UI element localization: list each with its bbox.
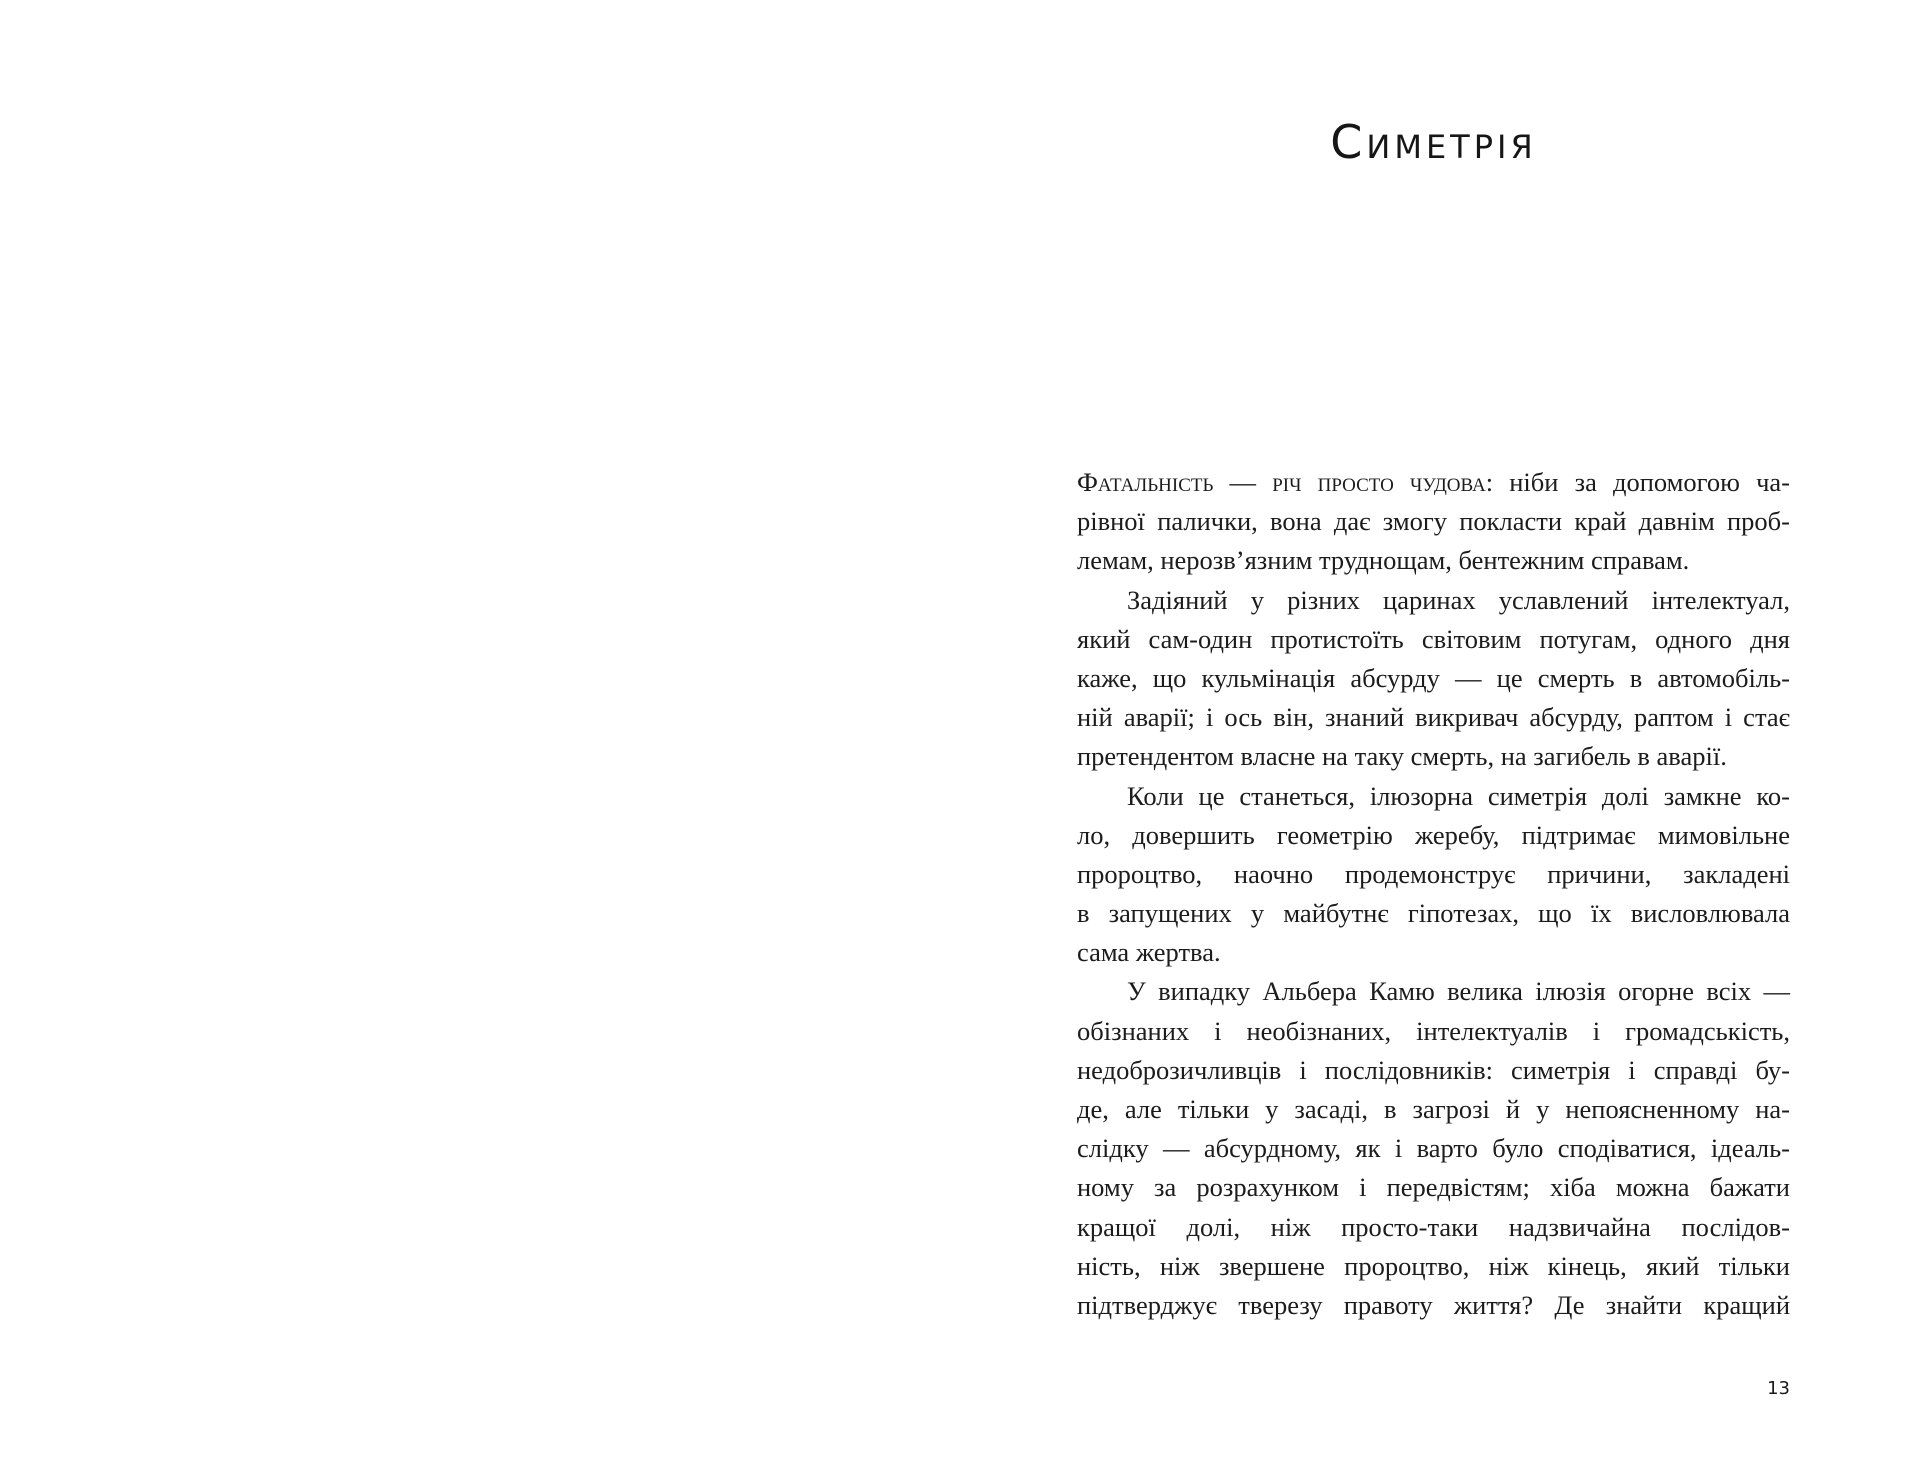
text-line: пророцтво, наочно продемонструє причини, закладені: [1077, 858, 1790, 889]
chapter-title: Симетрія: [1330, 115, 1537, 169]
text-line: в запущених у майбутнє гіпотезах, що їх висловлювала: [1077, 898, 1790, 929]
text-line: Фатальність — річ просто чудова: ніби за допомогою ча-: [1077, 467, 1790, 497]
text-line: лемам, нерозв’язним труднощам, бентежним справам.: [1077, 545, 1690, 576]
text-line: каже, що кульмінація абсурду — це смерть в автомобіль-: [1077, 662, 1790, 693]
text-line: який сам-один протистоїть світовим потугам, одного дня: [1077, 623, 1790, 654]
text-line: ність, ніж звершене пророцтво, ніж кінець, який тільки: [1077, 1250, 1790, 1281]
text-line: слідку — абсурдному, як і варто було сподіватися, ідеаль-: [1077, 1133, 1790, 1164]
text-line: кращої долі, ніж просто-таки надзвичайна послідов-: [1077, 1211, 1790, 1242]
text-line: У випадку Альбера Камю велика ілюзія огорне всіх —: [1127, 976, 1790, 1007]
text-line: Задіяний у різних царинах уславлений інтелектуал,: [1127, 584, 1790, 615]
text-line: сама жертва.: [1077, 937, 1221, 968]
text-line: де, але тільки у засаді, в загрозі й у непоясненному на-: [1077, 1094, 1790, 1124]
page-number: 13: [1767, 1378, 1790, 1399]
text-line: претендентом власне на таку смерть, на загибель в аварії.: [1077, 741, 1727, 772]
text-line: недоброзичливців і послідовників: симетрія і справді бу-: [1077, 1054, 1790, 1085]
text-line: ному за розрахунком і передвістям; хіба можна бажати: [1077, 1172, 1790, 1203]
text-line: Коли це станеться, ілюзорна симетрія долі замкне ко-: [1127, 780, 1790, 811]
opening-smallcaps: Фатальність — річ просто чудова: [1077, 467, 1486, 497]
text-line: ній аварії; і ось він, знаний викривач абсурду, раптом і стає: [1077, 702, 1790, 733]
body-text: [1077, 463, 1790, 1325]
text-line: рівної палички, вона дає змогу покласти край давнім проб-: [1077, 506, 1790, 537]
text-line: ло, довершить геометрію жеребу, підтримає мимовільне: [1077, 819, 1790, 850]
text-line: обізнаних і необізнаних, інтелектуалів і громадськість,: [1077, 1015, 1790, 1046]
text-line: підтверджує тверезу правоту життя? Де знайти кращий: [1077, 1289, 1790, 1320]
